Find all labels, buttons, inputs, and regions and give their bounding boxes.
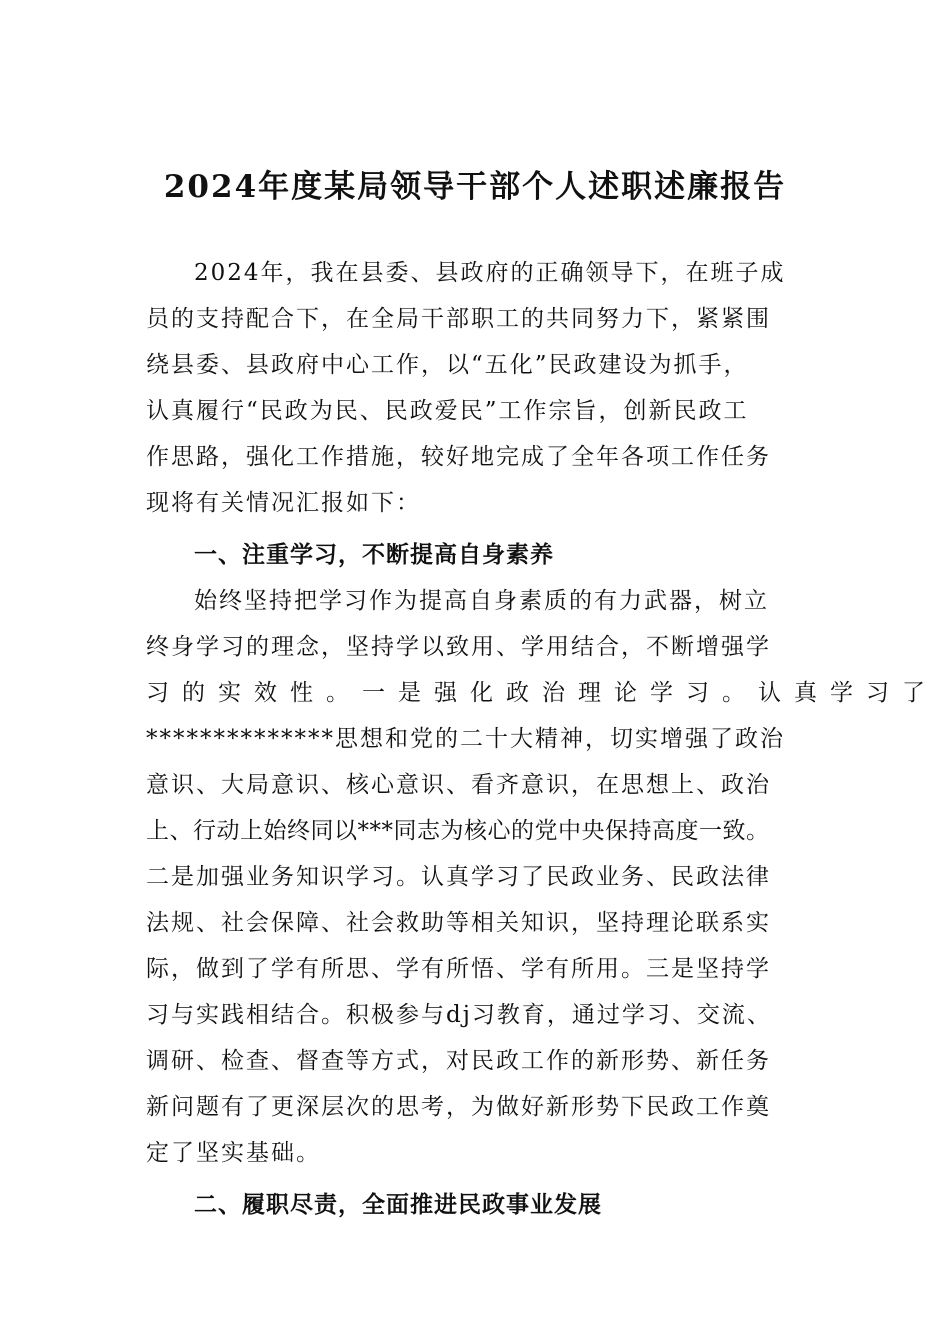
intro-line-2: 员的支持配合下，在全局干部职工的共同努力下，紧紧围 <box>146 306 771 332</box>
section-1-heading: 一、注重学习，不断提高自身素养 <box>194 542 554 568</box>
section-1-line-4: **************思想和党的二十大精神，切实增强了政治 <box>146 726 785 752</box>
intro-line-3: 绕县委、县政府中心工作，以“五化”民政建设为抓手， <box>146 352 749 378</box>
intro-line-5: 作思路，强化工作措施，较好地完成了全年各项工作任务 <box>146 444 771 470</box>
section-1-line-11: 调研、检查、督查等方式，对民政工作的新形势、新任务 <box>146 1048 771 1074</box>
intro-line-4: 认真履行“民政为民、民政爱民”工作宗旨，创新民政工 <box>146 398 749 424</box>
section-1-line-3: 习的实效性。一是强化政治理论学习。认真学习了 <box>146 680 938 706</box>
section-1-line-9: 际，做到了学有所思、学有所悟、学有所用。三是坚持学 <box>146 956 771 982</box>
section-1-line-12: 新问题有了更深层次的思考，为做好新形势下民政工作奠 <box>146 1094 771 1120</box>
section-1-line-13: 定了坚实基础。 <box>146 1140 321 1166</box>
intro-line-1: 2024年，我在县委、县政府的正确领导下，在班子成 <box>194 260 786 286</box>
section-1-line-1: 始终坚持把学习作为提高自身素质的有力武器，树立 <box>194 588 769 614</box>
section-1-line-10: 习与实践相结合。积极参与dj习教育，通过学习、交流、 <box>146 1002 772 1028</box>
section-2-heading: 二、履职尽责，全面推进民政事业发展 <box>194 1192 602 1218</box>
section-1-line-6: 上、行动上始终同以***同志为核心的党中央保持高度一致。 <box>146 818 770 844</box>
section-1-line-7: 二是加强业务知识学习。认真学习了民政业务、民政法律 <box>146 864 771 890</box>
document-body <box>146 250 938 1228</box>
document-title: 2024年度某局领导干部个人述职述廉报告 <box>163 169 787 205</box>
section-1-line-2: 终身学习的理念，坚持学以致用、学用结合，不断增强学 <box>146 634 771 660</box>
intro-line-6: 现将有关情况汇报如下： <box>146 490 421 516</box>
section-1-line-8: 法规、社会保障、社会救助等相关知识，坚持理论联系实 <box>146 910 771 936</box>
section-1-line-5: 意识、大局意识、核心意识、看齐意识，在思想上、政治 <box>146 772 771 798</box>
